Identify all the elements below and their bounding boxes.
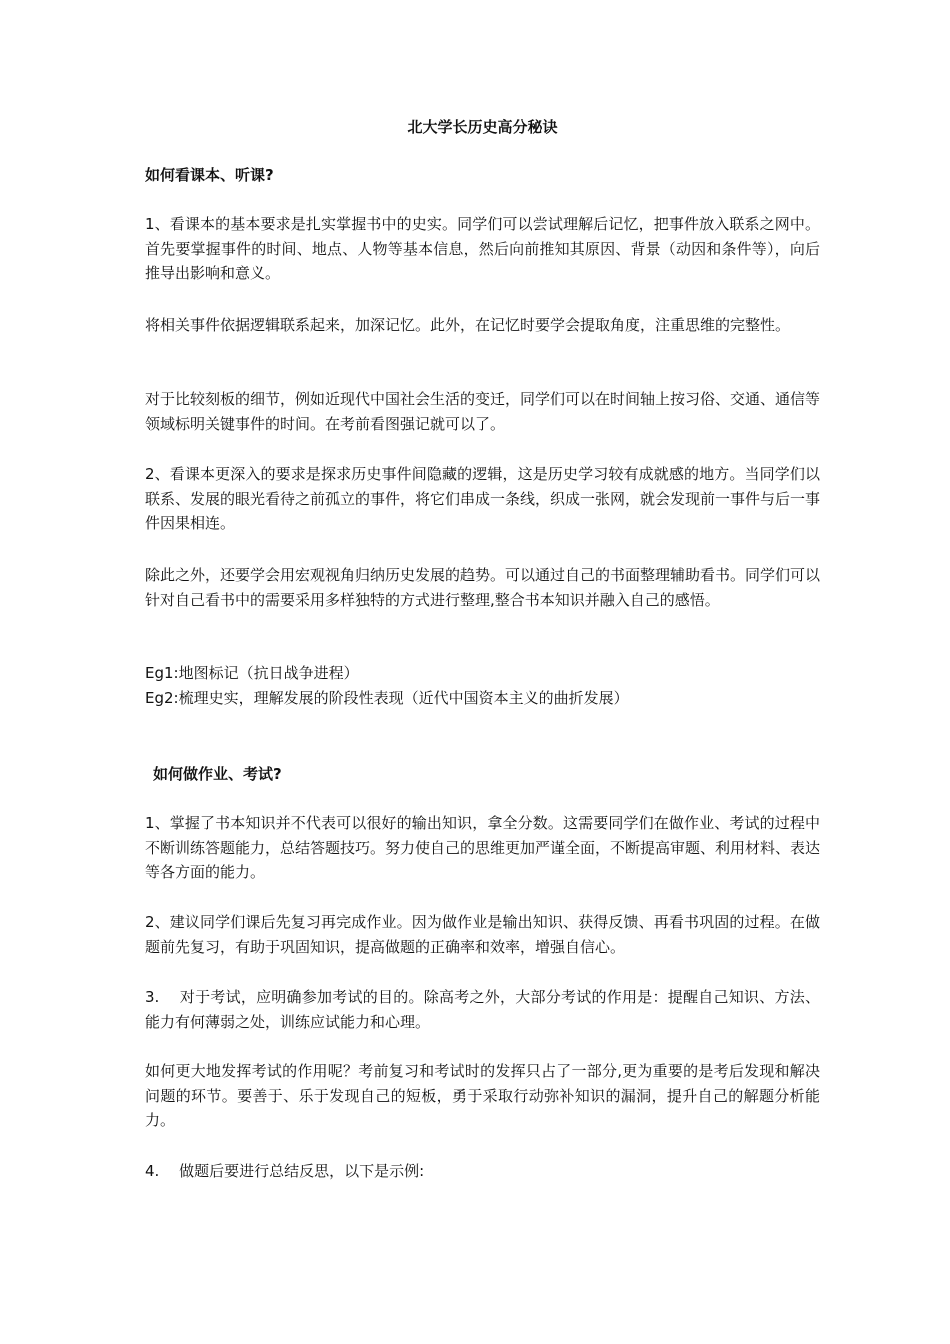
paragraph-homework-3: 3. 对于考试，应明确参加考试的目的。除高考之外，大部分考试的作用是：提醒自己知识、方法、能力有何薄弱之处，训练应试能力和心理。 [145, 988, 820, 1031]
example-line-2: Eg2:梳理史实，理解发展的阶段性表现（近代中国资本主义的曲折发展） [145, 689, 629, 707]
paragraph-textbook-4: 2、看课本更深入的要求是探求历史事件间隐藏的逻辑，这是历史学习较有成就感的地方。当同学们以联系、发展的眼光看待之前孤立的事件，将它们串成一条线，织成一张网，就会发现前一事件与后一事件因果相连。 [145, 465, 821, 532]
paragraph-textbook-3: 对于比较刻板的细节，例如近现代中国社会生活的变迁，同学们可以在时间轴上按习俗、交通、通信等领域标明关键事件的时间。在考前看图强记就可以了。 [145, 390, 821, 433]
paragraph-textbook-5: 除此之外，还要学会用宏观视角归纳历史发展的趋势。可以通过自己的书面整理辅助看书。同学们可以针对自己看书中的需要采用多样独特的方式进行整理,整合书本知识并融入自己的感悟。 [145, 566, 821, 609]
paragraph-textbook-1: 1、看课本的基本要求是扎实掌握书中的史实。同学们可以尝试理解后记忆，把事件放入联系之网中。首先要掌握事件的时间、地点、人物等基本信息，然后向前推知其原因、背景（动因和条件等），向后推导出影响和意义。 [145, 215, 820, 282]
section-heading-textbook: 如何看课本、听课? [145, 166, 274, 184]
paragraph-homework-4: 如何更大地发挥考试的作用呢？考前复习和考试时的发挥只占了一部分,更为重要的是考后发现和解决问题的环节。要善于、乐于发现自己的短板，勇于采取行动弥补知识的漏洞，提升自己的解题分析能力。 [145, 1062, 820, 1129]
paragraph-textbook-2: 将相关事件依据逻辑联系起来，加深记忆。此外，在记忆时要学会提取角度，注重思维的完整性。 [145, 316, 791, 334]
paragraph-homework-5: 4. 做题后要进行总结反思，以下是示例: [145, 1162, 425, 1180]
section-heading-homework: 如何做作业、考试? [153, 765, 282, 783]
document-title: 北大学长历史高分秘诀 [407, 118, 558, 136]
example-line-1: Eg1:地图标记（抗日战争进程） [145, 664, 359, 682]
paragraph-homework-1: 1、掌握了书本知识并不代表可以很好的输出知识，拿全分数。这需要同学们在做作业、考试的过程中不断训练答题能力，总结答题技巧。努力使自己的思维更加严谨全面，不断提高审题、利用材料、表达等各方面的能力。 [145, 814, 821, 881]
paragraph-homework-2: 2、建议同学们课后先复习再完成作业。因为做作业是输出知识、获得反馈、再看书巩固的过程。在做题前先复习，有助于巩固知识，提高做题的正确率和效率，增强自信心。 [145, 913, 820, 956]
